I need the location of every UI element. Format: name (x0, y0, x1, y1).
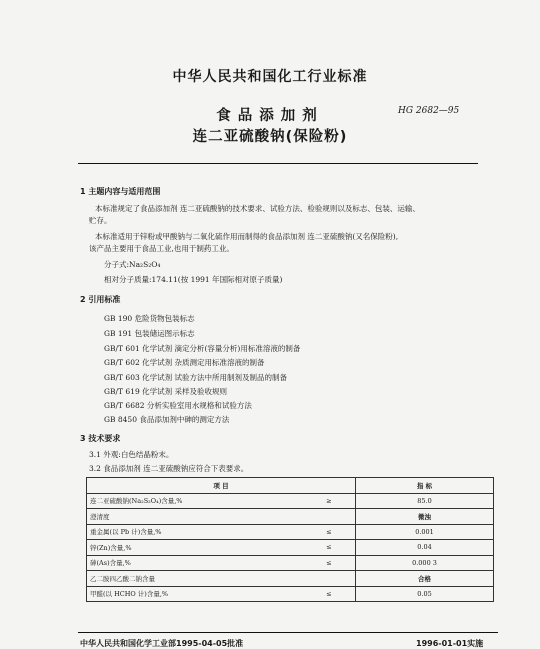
implementation-date: 1996-01-01实施 (416, 639, 484, 648)
cell-comparator: ≥ (303, 493, 356, 509)
column-header-index: 指 标 (356, 478, 494, 494)
reference-item: GB 190 危险货物包装标志 (104, 314, 195, 323)
section-1-p1-line2: 贮存。 (89, 216, 112, 225)
cell-comparator: ≤ (303, 540, 356, 556)
molecular-mass: 相对分子质量:174.11(按 1991 年国际相对原子质量) (104, 275, 283, 284)
section-3-2: 3.2 食品添加剂 连二亚硫酸钠应符合下表要求。 (89, 464, 249, 473)
approval-text: 中华人民共和国化学工业部1995-04-05批准 (80, 639, 244, 648)
section-2-heading: 2 引用标准 (80, 295, 121, 304)
cell-item: 乙二胺四乙酸二钠含量 (87, 571, 304, 587)
cell-item: 连二亚硫酸钠(Na₂S₂O₄)含量,% (87, 493, 304, 509)
cell-comparator (303, 571, 356, 587)
reference-item: GB/T 601 化学试剂 滴定分析(容量分析)用标准溶液的制备 (104, 344, 301, 353)
table-row (87, 509, 494, 525)
table-row (87, 555, 494, 571)
molecular-formula: 分子式:Na₂S₂O₄ (104, 260, 161, 269)
table-row (87, 571, 494, 587)
table-row (87, 524, 494, 540)
cell-value: 85.0 (356, 493, 494, 509)
section-3-heading: 3 技术要求 (80, 434, 121, 443)
section-1-p2-line1: 本标准适用于锌粉或甲酸钠与二氧化硫作用而制得的食品添加剂 连二亚硫酸钠(又名保险粉), (95, 232, 399, 241)
cell-item: 砷(As)含量,% (87, 555, 304, 571)
reference-item: GB/T 603 化学试剂 试验方法中所用制剂及制品的制备 (104, 373, 287, 382)
cell-item: 甲醛(以 HCHO 计)含量,% (87, 586, 304, 602)
cell-value: 0.001 (356, 524, 494, 540)
cell-value: 微浊 (356, 509, 494, 525)
cell-item: 重金属(以 Pb 计)含量,% (87, 524, 304, 540)
cell-value: 0.000 3 (356, 555, 494, 571)
table-row (87, 586, 494, 602)
cell-comparator: ≤ (303, 555, 356, 571)
cell-item: 锌(Zn)含量,% (87, 540, 304, 556)
cell-value: 合格 (356, 571, 494, 587)
table-row (87, 493, 494, 509)
cell-value: 0.05 (356, 586, 494, 602)
header-divider (78, 163, 478, 164)
reference-item: GB 191 包装储运图示标志 (104, 329, 195, 338)
spec-table (86, 477, 494, 602)
section-1-heading: 1 主题内容与适用范围 (80, 187, 161, 196)
cell-comparator (303, 509, 356, 525)
standard-category-title: 中华人民共和国化工行业标准 (172, 69, 368, 85)
cell-comparator: ≤ (303, 524, 356, 540)
product-subtitle: 连二亚硫酸钠(保险粉) (192, 129, 348, 145)
reference-item: GB 8450 食品添加剂中砷的测定方法 (104, 415, 230, 424)
cell-comparator: ≤ (303, 586, 356, 602)
footer-divider (78, 632, 498, 633)
standard-number: HG 2682—95 (398, 106, 460, 116)
section-3-1: 3.1 外观:白色结晶粉末。 (89, 450, 174, 459)
column-header-item: 项 目 (87, 478, 356, 494)
table-header-row (87, 478, 494, 494)
reference-item: GB/T 602 化学试剂 杂质测定用标准溶液的制备 (104, 358, 265, 367)
cell-item: 澄清度 (87, 509, 304, 525)
cell-value: 0.04 (356, 540, 494, 556)
reference-item: GB/T 619 化学试剂 采样及验收规则 (104, 387, 227, 396)
section-1-p2-line2: 该产品主要用于食品工业,也用于制药工业。 (89, 244, 234, 253)
product-title: 食品添加剂 (216, 108, 324, 124)
table-row (87, 540, 494, 556)
reference-item: GB/T 6682 分析实验室用水规格和试验方法 (104, 401, 252, 410)
section-1-p1-line1: 本标准规定了食品添加剂 连二亚硫酸钠的技术要求、试验方法、检验规则以及标志、包装、运输、 (95, 204, 420, 213)
